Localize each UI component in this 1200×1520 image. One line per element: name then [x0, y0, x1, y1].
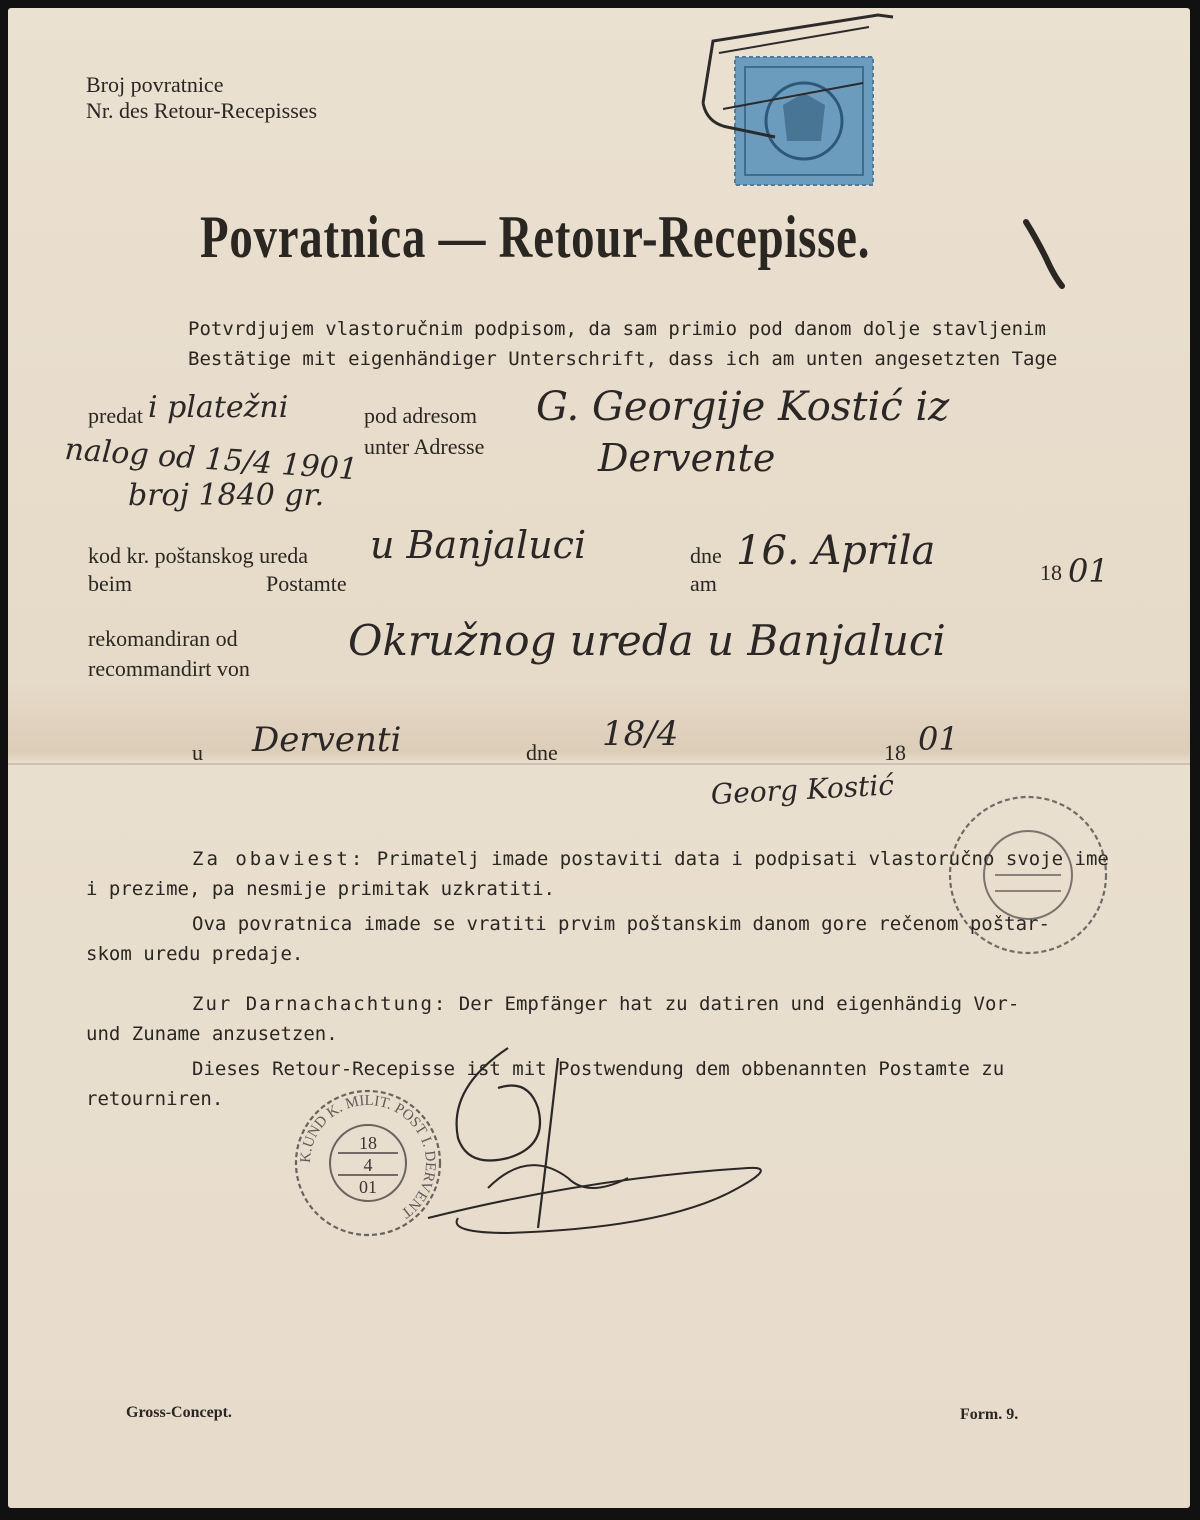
label-am: am [690, 571, 717, 596]
ink-mark [1018, 218, 1078, 293]
handwritten-date: 16. Aprila [736, 528, 936, 574]
label-u: u [192, 740, 203, 765]
para2-line2: skom uredu predaje. [86, 943, 304, 965]
para1-line1-wrap [192, 848, 1109, 870]
postmark-month: 4 [363, 1155, 373, 1175]
official-signature [388, 1028, 788, 1248]
postage-stamp [683, 13, 898, 193]
label-unter-adresse: unter Adresse [364, 434, 485, 459]
label-rekomandiran: rekomandiran od [88, 626, 238, 651]
handwritten-item-3: broj 1840 gr. [128, 478, 325, 513]
document-sheet [8, 8, 1190, 1508]
label-predati: predat [88, 403, 143, 428]
handwritten-year-2: 01 [918, 720, 959, 758]
handwritten-date-2: 18/4 [602, 714, 679, 754]
label-year-prefix: 18 [1040, 560, 1062, 585]
header-line-1: Broj povratnice [86, 72, 224, 97]
fold-line [8, 763, 1190, 765]
footer-left: Gross-Concept. [126, 1404, 232, 1421]
handwritten-address-2: Dervente [598, 436, 776, 480]
postmark-day: 18 [359, 1133, 377, 1153]
para1-label: Za obaviest: [192, 848, 366, 870]
postmark-ring-text: K.UND K. MILIT. POST I. DERVENT [297, 1092, 439, 1221]
handwritten-address-1: G. Georgije Kostić iz [536, 384, 950, 430]
handwritten-item-1: i platežni [148, 390, 289, 425]
label-recommandirt: recommandirt von [88, 656, 250, 681]
intro-line-2: Bestätige mit eigenhändiger Unterschrift, dass ich am unten angesetzten Tage [188, 348, 1058, 370]
handwritten-sender: Okružnog ureda u Banjaluci [348, 616, 946, 665]
para3-line1: Der Empfänger hat zu datiren und eigenhändig Vor- [458, 993, 1020, 1015]
postmark-year: 01 [359, 1177, 377, 1197]
handwritten-place: Derventi [252, 720, 402, 760]
label-pod-adresom: pod adresom [364, 403, 478, 428]
para1-line1: Primatelj imade postaviti data i podpisati vlastoručno svoje ime [376, 848, 1109, 870]
label-postamte: Postamte [266, 571, 347, 596]
header-line-2: Nr. des Retour-Recepisses [86, 98, 318, 123]
postmark-right [933, 783, 1123, 963]
handwritten-year: 01 [1068, 552, 1109, 590]
handwritten-item-2: nalog od 15/4 1901 [63, 432, 359, 488]
para2-line1: Ova povratnica imade se vratiti prvim poštanskim danom gore rečenom poštar- [192, 913, 1050, 935]
footer-right: Form. 9. [960, 1406, 1019, 1423]
para4-line2: retourniren. [86, 1088, 224, 1110]
label-year-prefix-2: 18 [884, 740, 906, 765]
label-kod-ureda: kod kr. poštanskog ureda [88, 543, 308, 568]
para3-line2: und Zuname anzusetzen. [86, 1023, 338, 1045]
recipient-signature: Georg Kostić [710, 768, 895, 811]
page-title: Povratnica — Retour-Recepisse. [200, 204, 871, 270]
handwritten-office: u Banjaluci [370, 523, 587, 567]
intro-line-1: Potvrdjujem vlastoručnim podpisom, da sam primio pod danom dolje stavljenim [188, 318, 1046, 340]
para1-line2: i prezime, pa nesmije primitak uzkratiti. [86, 878, 555, 900]
label-dne: dne [690, 543, 722, 568]
label-beim: beim [88, 571, 132, 596]
para3-label: Zur Darnachachtung: [192, 993, 448, 1015]
para3-line1-wrap [192, 993, 1019, 1015]
para4-line1: Dieses Retour-Recepisse ist mit Postwendung dem obbenannten Postamte zu [192, 1058, 1005, 1080]
label-dne-2: dne [526, 740, 558, 765]
